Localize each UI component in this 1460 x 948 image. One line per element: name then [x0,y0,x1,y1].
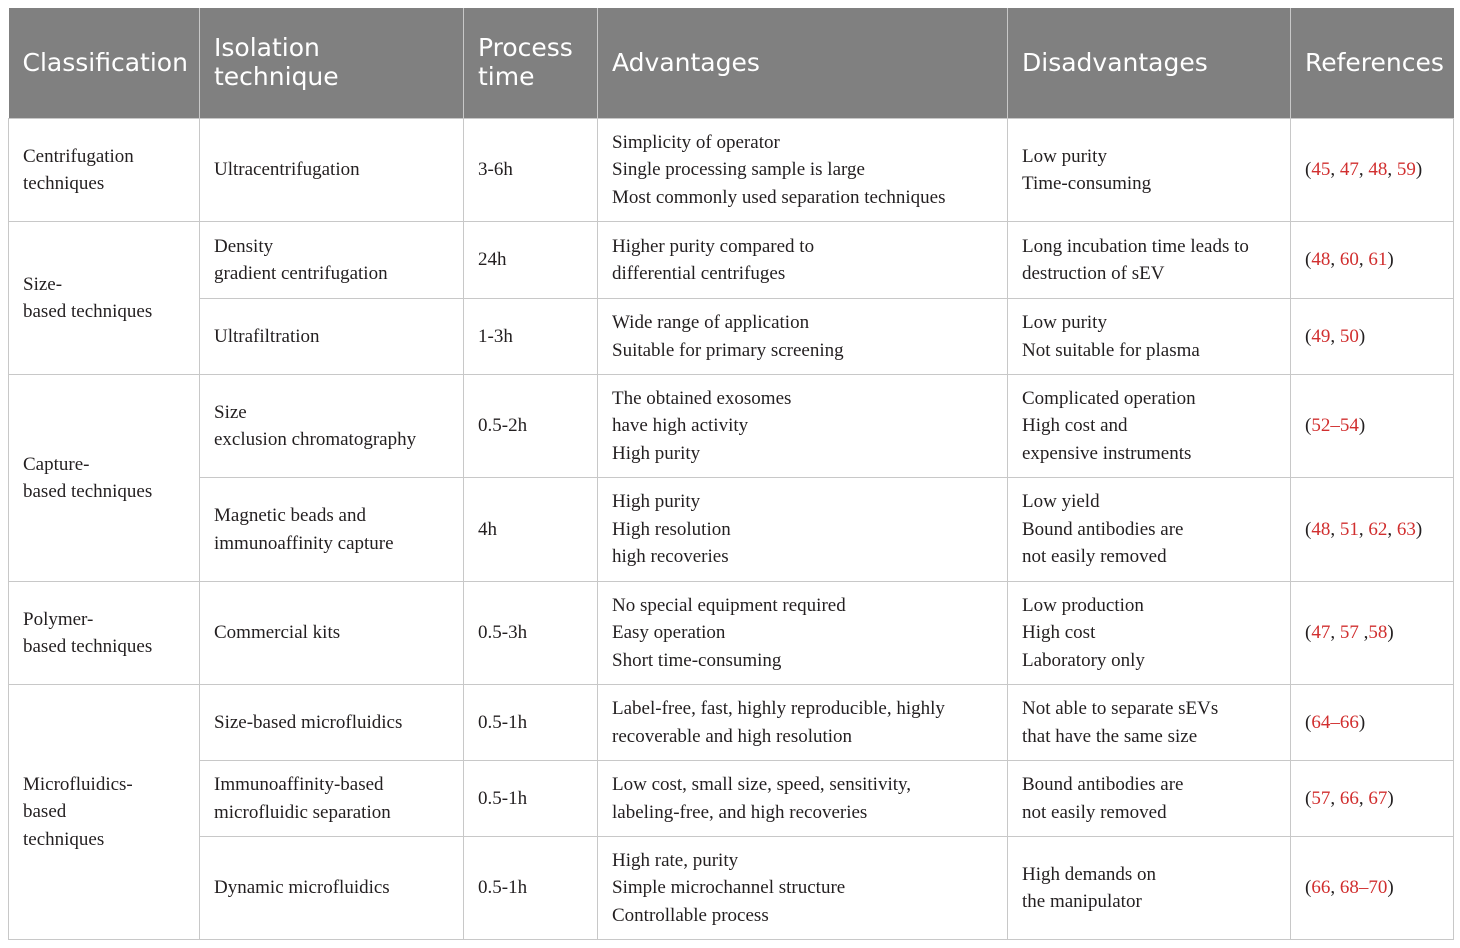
advantage-line: Wide range of application [612,312,810,333]
table-body [9,119,1454,940]
disadvantage-line: Low purity [1022,312,1107,333]
disadvantage-line: Not able to separate sEVs [1022,698,1219,719]
technique-line: Dynamic microfluidics [214,877,390,899]
technique-line: Ultrafiltration [214,325,320,347]
reference-link[interactable]: 57 [1339,622,1359,644]
cell-references: (49, 50) [1291,299,1454,375]
header-advantages: Advantages [598,8,1008,119]
advantage-line: Low cost, small size, speed, sensitivity, [612,774,912,795]
cell-disadvantages [1008,119,1291,222]
reference-link[interactable]: 63 [1396,518,1416,540]
advantage-line: recoverable and high resolution [612,725,853,747]
disadvantage-line: Laboratory only [1022,649,1145,671]
technique-line: gradient centrifugation [214,263,388,284]
disadvantage-line: High cost and [1022,415,1128,437]
header-process-time-line1: Process [478,33,573,63]
reference-link[interactable]: 48 [1368,159,1388,181]
header-isolation-technique: Isolation technique [200,8,464,119]
cell-references: (64–66) [1291,685,1454,761]
cell-isolation-technique [200,478,464,582]
reference-separator: , [1330,325,1340,347]
disadvantage-line: Time-consuming [1022,173,1152,194]
advantage-line: Simple microchannel structure [612,877,846,899]
technique-line: Commercial kits [214,622,341,644]
reference-link[interactable]: 62 [1368,518,1388,540]
disadvantage-line: Complicated operation [1022,387,1196,409]
cell-disadvantages [1008,685,1291,761]
advantage-line: Label-free, fast, highly reproducible, highly [612,698,945,719]
disadvantage-line: not easily removed [1022,801,1167,823]
cell-references: (52–54) [1291,375,1454,478]
cell-isolation-technique [200,299,464,375]
cell-references: (47, 57 ,58) [1291,582,1454,685]
reference-separator: , [1330,159,1340,181]
classification-line: techniques [23,173,105,194]
disadvantage-line: not easily removed [1022,546,1167,568]
reference-link[interactable]: 51 [1339,518,1359,540]
disadvantage-line: Low production [1022,594,1144,616]
classification-line: based techniques [23,301,153,322]
reference-separator: , [1330,787,1340,809]
cell-isolation-technique [200,582,464,685]
reference-link[interactable]: 52–54 [1311,415,1359,437]
reference-separator: , [1330,877,1340,899]
cell-process-time: 1-3h [464,299,598,375]
cell-disadvantages [1008,761,1291,837]
disadvantage-line: Long incubation time leads to [1022,235,1249,257]
cell-references: (57, 66, 67) [1291,761,1454,837]
classification-line: Microfluidics- [23,773,133,795]
classification-line: based techniques [23,481,153,502]
reference-link[interactable]: 68–70 [1339,877,1388,899]
cell-process-time: 0.5-1h [464,761,598,837]
header-classification: Classification [9,8,200,119]
reference-link[interactable]: 66 [1339,787,1359,809]
header-process-time-line2: time [478,62,535,91]
cell-classification [9,119,200,222]
cell-disadvantages [1008,375,1291,478]
isolation-techniques-table-container [8,8,1453,940]
cell-process-time: 0.5-1h [464,685,598,761]
header-row [9,8,1454,119]
disadvantage-line: expensive instruments [1022,442,1192,464]
reference-link[interactable]: 57 [1311,787,1331,809]
cell-disadvantages [1008,222,1291,299]
cell-process-time: 24h [464,222,598,299]
disadvantage-line: Bound antibodies are [1022,518,1184,540]
cell-advantages [598,119,1008,222]
table-row [9,222,1454,299]
reference-link[interactable]: 61 [1368,249,1388,271]
reference-separator: , [1330,518,1340,540]
header-process-time [464,8,598,119]
cell-advantages [598,375,1008,478]
cell-disadvantages [1008,299,1291,375]
header-disadvantages: Disadvantages [1008,8,1291,119]
cell-isolation-technique [200,119,464,222]
reference-link[interactable]: 45 [1311,159,1331,181]
advantage-line: Short time-consuming [612,649,782,671]
cell-references: (48, 60, 61) [1291,222,1454,299]
advantage-line: High resolution [612,518,731,540]
technique-line: immunoaffinity capture [214,532,394,554]
reference-separator: , [1387,518,1397,540]
disadvantage-line: destruction of sEV [1022,263,1165,284]
reference-link[interactable]: 58 [1368,622,1388,644]
reference-link[interactable]: 48 [1311,518,1331,540]
table-row [9,761,1454,837]
cell-advantages [598,299,1008,375]
advantage-line: Single processing sample is large [612,159,865,181]
advantage-line: Suitable for primary screening [612,339,844,361]
disadvantage-line: High cost [1022,622,1096,644]
advantage-line: No special equipment required [612,594,846,616]
reference-separator: , [1358,249,1369,271]
disadvantage-line: the manipulator [1022,891,1142,912]
table-row [9,478,1454,582]
cell-classification [9,375,200,582]
classification-line: Capture- [23,453,90,475]
table-row [9,299,1454,375]
cell-references: (66, 68–70) [1291,837,1454,940]
advantage-line: Controllable process [612,904,769,926]
cell-process-time: 4h [464,478,598,582]
cell-classification [9,222,200,375]
advantage-line: Higher purity compared to [612,235,815,257]
reference-link[interactable]: 49 [1311,325,1331,347]
technique-line: microfluidic separation [214,801,391,823]
classification-line: based [23,801,67,823]
classification-line: techniques [23,828,105,850]
reference-separator: , [1330,622,1340,644]
technique-line: Size [214,401,247,423]
cell-advantages [598,222,1008,299]
header-references: References [1291,8,1454,119]
reference-separator: , [1358,787,1369,809]
technique-line: Magnetic beads and [214,505,366,526]
classification-line: Centrifugation [23,145,134,167]
reference-link[interactable]: 66 [1311,877,1331,899]
reference-separator: , [1387,159,1397,181]
advantage-line: Easy operation [612,622,726,644]
classification-line: based techniques [23,636,153,657]
disadvantage-line: Low yield [1022,491,1100,513]
advantage-line: High rate, purity [612,849,739,871]
classification-line: Polymer- [23,608,94,630]
technique-line: Size-based microfluidics [214,711,403,733]
reference-separator: , [1358,622,1369,644]
advantage-line: differential centrifuges [612,263,786,284]
advantage-line: The obtained exosomes [612,387,792,409]
cell-process-time: 0.5-1h [464,837,598,940]
advantage-line: have high activity [612,415,749,437]
cell-classification [9,685,200,940]
reference-separator: , [1358,159,1369,181]
reference-link[interactable]: 50 [1339,325,1359,347]
technique-line: exclusion chromatography [214,429,417,450]
disadvantage-line: High demands on [1022,863,1157,885]
reference-separator: , [1358,518,1369,540]
advantage-line: high recoveries [612,546,729,568]
cell-process-time: 3-6h [464,119,598,222]
table-row [9,375,1454,478]
advantage-line: Most commonly used separation techniques [612,186,946,208]
table-row [9,582,1454,685]
disadvantage-line: Bound antibodies are [1022,774,1184,795]
cell-advantages [598,761,1008,837]
reference-separator: , [1330,249,1340,271]
cell-isolation-technique [200,837,464,940]
cell-advantages [598,837,1008,940]
cell-disadvantages [1008,837,1291,940]
cell-process-time: 0.5-3h [464,582,598,685]
technique-line: Immunoaffinity-based [214,774,384,795]
disadvantage-line: that have the same size [1022,725,1198,747]
table-row [9,685,1454,761]
cell-isolation-technique [200,222,464,299]
table-row [9,119,1454,222]
disadvantage-line: Not suitable for plasma [1022,339,1200,361]
technique-line: Density [214,235,274,257]
advantage-line: Simplicity of operator [612,131,780,153]
technique-line: Ultracentrifugation [214,159,360,181]
reference-link[interactable]: 67 [1368,787,1388,809]
cell-advantages [598,685,1008,761]
reference-link[interactable]: 48 [1311,249,1331,271]
reference-link[interactable]: 64–66 [1311,711,1359,733]
advantage-line: High purity [612,491,701,513]
disadvantage-line: Low purity [1022,145,1107,167]
cell-advantages [598,478,1008,582]
cell-references: (48, 51, 62, 63) [1291,478,1454,582]
cell-process-time: 0.5-2h [464,375,598,478]
advantage-line: labeling-free, and high recoveries [612,801,868,823]
reference-link[interactable]: 47 [1311,622,1331,644]
cell-advantages [598,582,1008,685]
reference-link[interactable]: 47 [1339,159,1359,181]
cell-classification [9,582,200,685]
cell-disadvantages [1008,582,1291,685]
cell-references: (45, 47, 48, 59) [1291,119,1454,222]
reference-link[interactable]: 59 [1396,159,1416,181]
table-row [9,837,1454,940]
cell-isolation-technique [200,761,464,837]
isolation-techniques-table [8,8,1454,940]
cell-isolation-technique [200,375,464,478]
reference-link[interactable]: 60 [1339,249,1359,271]
cell-isolation-technique [200,685,464,761]
classification-line: Size- [23,273,63,295]
advantage-line: High purity [612,442,701,464]
cell-disadvantages [1008,478,1291,582]
